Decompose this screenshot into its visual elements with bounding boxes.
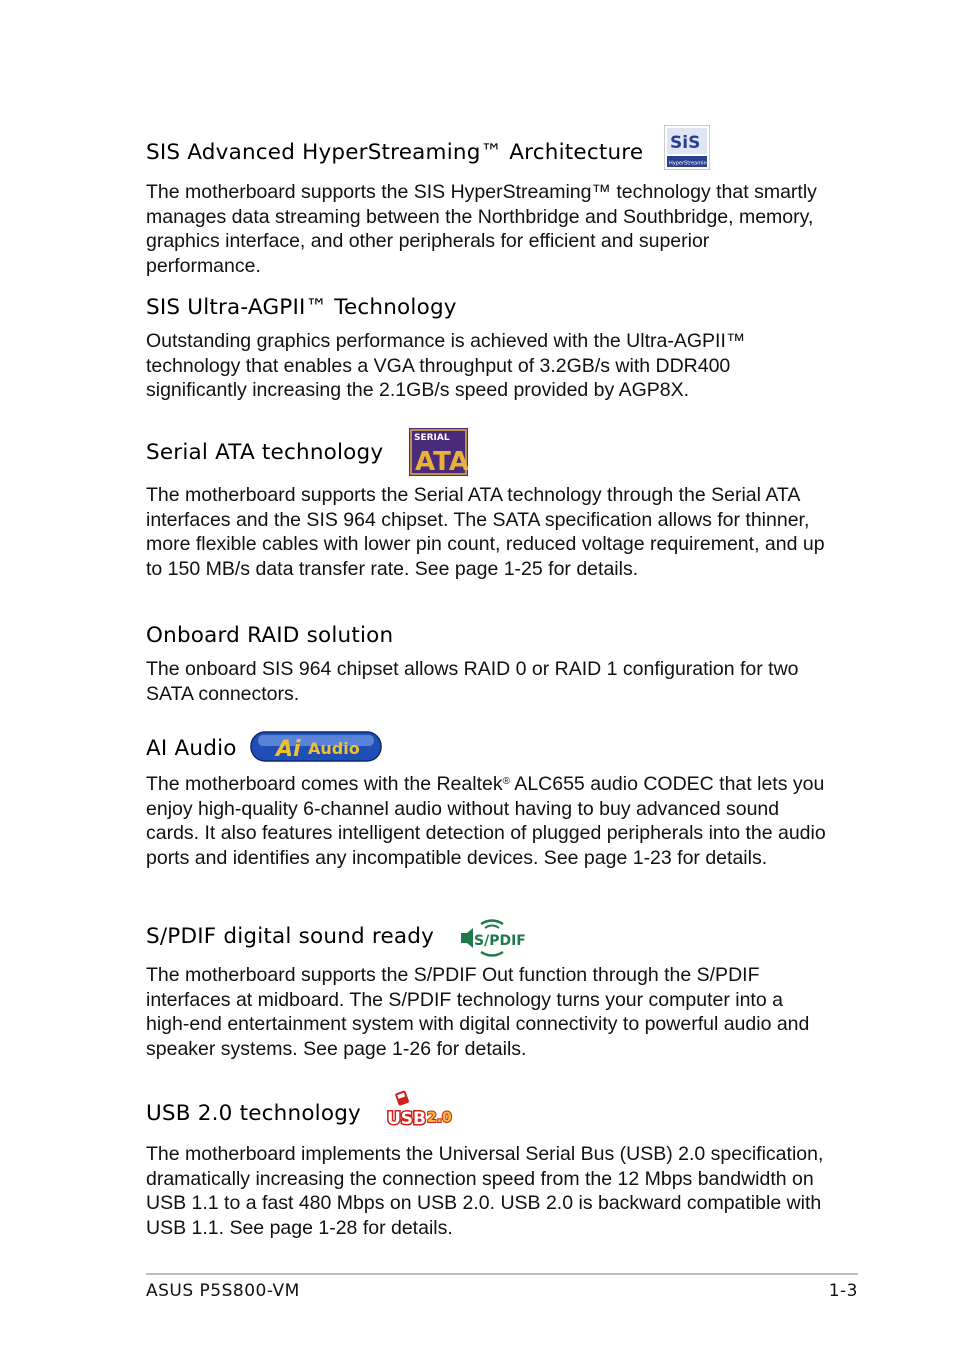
section-body-raid: The onboard SIS 964 chipset allows RAID 0 or RAID 1 configuration for two SATA connectors. bbox=[146, 658, 799, 705]
sis-logo-sub: HyperStreaming bbox=[669, 160, 710, 167]
section-title-ai-audio: AI Audio bbox=[146, 736, 237, 761]
sata-logo-main: ATA bbox=[415, 447, 468, 476]
section-body-spdif: The motherboard supports the S/PDIF Out function through the S/PDIF interfaces at midboard. The S/PDIF technology turns your computer into a high-end entertainment system with digital connectivity to powerful audio and speaker systems. See page 1-26 for details. bbox=[146, 964, 810, 1060]
ai-logo-audio: Audio bbox=[308, 739, 360, 758]
sata-logo-top: SERIAL bbox=[414, 433, 450, 443]
footer-divider bbox=[146, 1273, 858, 1275]
serial-ata-logo bbox=[409, 428, 468, 476]
section-body-hyperstreaming: The motherboard supports the SIS HyperStreaming™ technology that smartly manages data streaming between the Northbridge and Southbridge, memory, graphics interface, and other peripherals for efficient and superior performance. bbox=[146, 181, 817, 277]
ai-audio-logo bbox=[250, 731, 382, 762]
section-title-usb: USB 2.0 technology bbox=[146, 1101, 361, 1126]
spdif-logo bbox=[459, 918, 525, 958]
section-title-spdif: S/PDIF digital sound ready bbox=[146, 924, 435, 949]
sis-hyperstreaming-logo bbox=[664, 125, 710, 170]
section-title-serial-ata: Serial ATA technology bbox=[146, 440, 384, 465]
section-body-ai-audio bbox=[146, 770, 826, 870]
section-body-ultra-agpii: Outstanding graphics performance is achieved with the Ultra-AGPII™ technology that enables a VGA throughput of 3.2GB/s with DDR400 significantly increasing the 2.1GB/s speed provided by AGP8X. bbox=[146, 330, 746, 401]
section-body-usb: The motherboard implements the Universal Serial Bus (USB) 2.0 specification, dramatically increasing the connection speed from the 12 Mbps bandwidth on USB 1.1 to a fast 480 Mbps on USB 2.0. USB 2.0 is backward compatible with USB 1.1. See page 1-28 for details. bbox=[146, 1143, 824, 1239]
usb-logo-ver: 2.0 bbox=[427, 1110, 452, 1126]
registered-mark: ® bbox=[502, 776, 510, 787]
usb-logo-text: USB bbox=[387, 1109, 427, 1129]
section-title-hyperstreaming: SIS Advanced HyperStreaming™ Architecture bbox=[146, 140, 644, 165]
section-title-ultra-agpii: SIS Ultra-AGPII™ Technology bbox=[146, 295, 457, 320]
sis-logo-text: SiS bbox=[670, 133, 701, 153]
usb-logo bbox=[386, 1089, 454, 1129]
spdif-logo-text: S/PDIF bbox=[474, 933, 525, 949]
footer-model: ASUS P5S800-VM bbox=[146, 1281, 300, 1301]
footer-page-number: 1-3 bbox=[828, 1281, 858, 1301]
ai-audio-body-pre: The motherboard comes with the Realtek bbox=[146, 773, 503, 795]
section-title-raid: Onboard RAID solution bbox=[146, 623, 394, 648]
ai-logo-ai: Ai bbox=[276, 737, 301, 762]
section-body-serial-ata: The motherboard supports the Serial ATA technology through the Serial ATA interfaces and the SIS 964 chipset. The SATA specification allows for thinner, more flexible cables with lower pin count, reduced voltage requirement, and up to 150 MB/s data transfer rate. See page 1-25 for details. bbox=[146, 484, 825, 580]
ai-audio-body-post: ALC655 audio CODEC that lets you enjoy high-quality 6-channel audio without having to buy advanced sound cards. It also features intelligent detection of plugged peripherals into the audio ports and identifies any incompatible devices. See page 1-23 for details. bbox=[146, 773, 826, 869]
